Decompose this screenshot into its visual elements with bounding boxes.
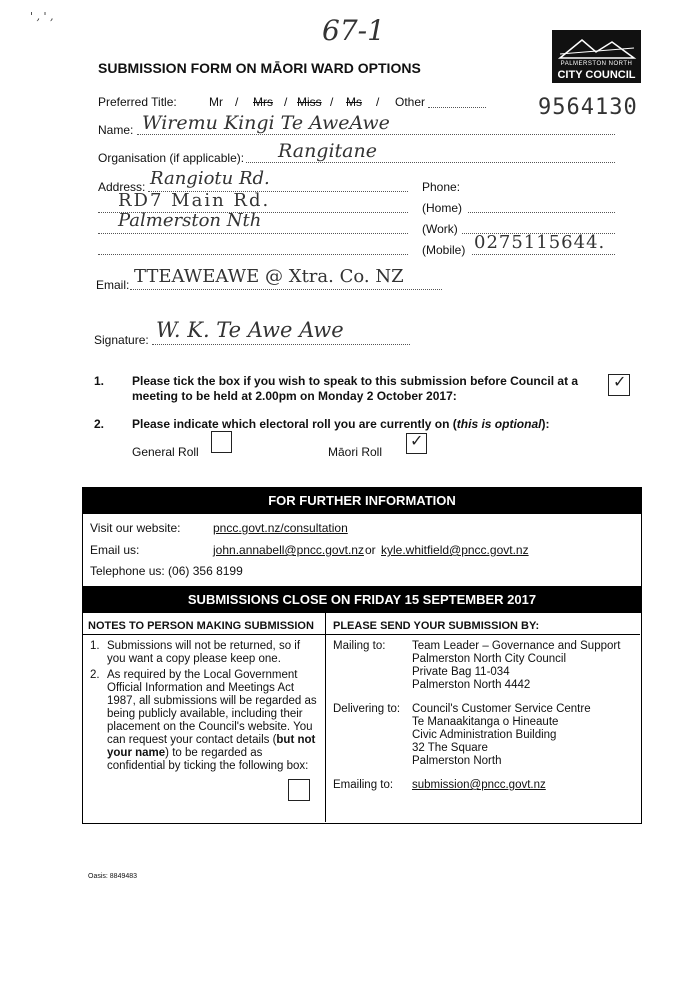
organisation-label: Organisation (if applicable): xyxy=(98,151,245,165)
row-divider xyxy=(82,634,640,635)
further-info-header: FOR FURTHER INFORMATION xyxy=(82,487,642,514)
phone-label: Phone: xyxy=(422,180,461,194)
title-sep-1: / xyxy=(235,95,239,109)
speak-checkbox[interactable] xyxy=(608,374,630,396)
q2-text: Please indicate which electoral roll you are currently on (this is optional): xyxy=(132,417,550,431)
council-logo xyxy=(552,30,641,83)
website-label: Visit our website: xyxy=(90,521,181,535)
preferred-title-label: Preferred Title: xyxy=(98,95,177,109)
mailing-label: Mailing to: xyxy=(333,640,386,652)
note-2-text: As required by the Local Government Official Information and Meetings Act 1987, all submissions will be regarded as being publicly available, including their placement on the Council's website. You can request your contact details (but not your name) to be regarded as confidential by ticking the following box: xyxy=(107,669,317,772)
address-line2[interactable]: RD7 Main Rd. xyxy=(118,190,271,211)
mailing-line-2: Palmerston North City Council xyxy=(412,653,567,665)
title-sep-4: / xyxy=(376,95,380,109)
address-line3[interactable]: Palmerston Nth xyxy=(118,210,262,231)
footer-reference: Oasis: 8849483 xyxy=(88,873,138,880)
column-divider xyxy=(325,613,326,822)
title-sep-2: / xyxy=(284,95,288,109)
notes-header: NOTES TO PERSON MAKING SUBMISSION xyxy=(88,620,314,632)
logo-mountain-icon xyxy=(552,32,641,62)
delivering-line-3: Civic Administration Building xyxy=(412,729,557,741)
general-roll-checkbox[interactable] xyxy=(211,431,232,453)
name-field[interactable]: Wiremu Kingi Te AweAwe xyxy=(142,112,390,134)
maori-roll-checkbox[interactable] xyxy=(406,433,427,454)
phone-mobile-label: (Mobile) xyxy=(422,243,466,257)
q2-number: 2. xyxy=(94,417,105,431)
email-field[interactable]: TTEAWEAWE @ Xtra. Co. NZ xyxy=(134,266,404,287)
email-link-2[interactable]: kyle.whitfield@pncc.govt.nz xyxy=(381,543,529,557)
title-mrs[interactable]: Mrs xyxy=(253,95,273,109)
delivering-line-1: Council's Customer Service Centre xyxy=(412,703,591,715)
delivering-line-2: Te Manaakitanga o Hineaute xyxy=(412,716,559,728)
phone-home-label: (Home) xyxy=(422,201,463,215)
title-miss[interactable]: Miss xyxy=(297,95,322,109)
email-label: Email: xyxy=(96,278,130,292)
logo-line1: PALMERSTON NORTH xyxy=(560,61,633,67)
note-1-text: Submissions will not be returned, so if you want a copy please keep one. xyxy=(107,640,301,665)
mobile-field[interactable]: 0275115644. xyxy=(474,232,606,253)
signature-field[interactable]: W. K. Te Awe Awe xyxy=(156,318,344,342)
handwritten-reference: 67-1 xyxy=(322,14,385,47)
address-label: Address: xyxy=(98,180,146,194)
note-1-number: 1. xyxy=(90,640,100,652)
email-link-1[interactable]: john.annabell@pncc.govt.nz xyxy=(213,543,364,557)
general-roll-label: General Roll xyxy=(132,445,199,459)
logo-line2: CITY COUNCIL xyxy=(557,69,636,81)
delivering-label: Delivering to: xyxy=(333,703,401,715)
q1-number: 1. xyxy=(94,374,105,388)
send-header: PLEASE SEND YOUR SUBMISSION BY: xyxy=(333,620,540,632)
check-icon: ✓ xyxy=(410,433,424,450)
signature-label: Signature: xyxy=(94,333,149,347)
title-other[interactable]: Other xyxy=(395,95,426,109)
organisation-field[interactable]: Rangitane xyxy=(278,140,377,162)
submission-email-link[interactable]: submission@pncc.govt.nz xyxy=(412,779,546,791)
title-mr[interactable]: Mr xyxy=(209,95,223,109)
title-ms[interactable]: Ms xyxy=(346,95,362,109)
form-title: SUBMISSION FORM ON MĀORI WARD OPTIONS xyxy=(98,60,421,76)
delivering-line-5: Palmerston North xyxy=(412,755,502,767)
mailing-line-1: Team Leader – Governance and Support xyxy=(412,640,621,652)
submissions-close-header: SUBMISSIONS CLOSE ON FRIDAY 15 SEPTEMBER 2017 xyxy=(82,586,642,613)
mailing-line-4: Palmerston North 4442 xyxy=(412,679,531,691)
note-2-number: 2. xyxy=(90,669,100,681)
email-or: or xyxy=(365,543,376,557)
phone-work-label: (Work) xyxy=(422,222,458,236)
q1-text: Please tick the box if you wish to speak to this submission before Council at a meeting to be held at 2.00pm on Monday 2 October 2017: xyxy=(132,374,579,403)
check-icon: ✓ xyxy=(613,374,627,391)
stamp-number: 9564130 xyxy=(538,95,638,120)
name-label: Name: xyxy=(98,123,134,137)
email-us-label: Email us: xyxy=(90,543,140,557)
confidential-checkbox[interactable] xyxy=(288,779,310,801)
website-link[interactable]: pncc.govt.nz/consultation xyxy=(213,521,348,535)
title-sep-3: / xyxy=(330,95,334,109)
margin-scribble: ' , ' , xyxy=(30,10,54,23)
address-line1[interactable]: Rangiotu Rd. xyxy=(150,168,270,189)
telephone-text: Telephone us: (06) 356 8199 xyxy=(90,564,243,578)
delivering-line-4: 32 The Square xyxy=(412,742,488,754)
maori-roll-label: Māori Roll xyxy=(328,445,383,459)
emailing-label: Emailing to: xyxy=(333,779,394,791)
mailing-line-3: Private Bag 11-034 xyxy=(412,666,510,678)
